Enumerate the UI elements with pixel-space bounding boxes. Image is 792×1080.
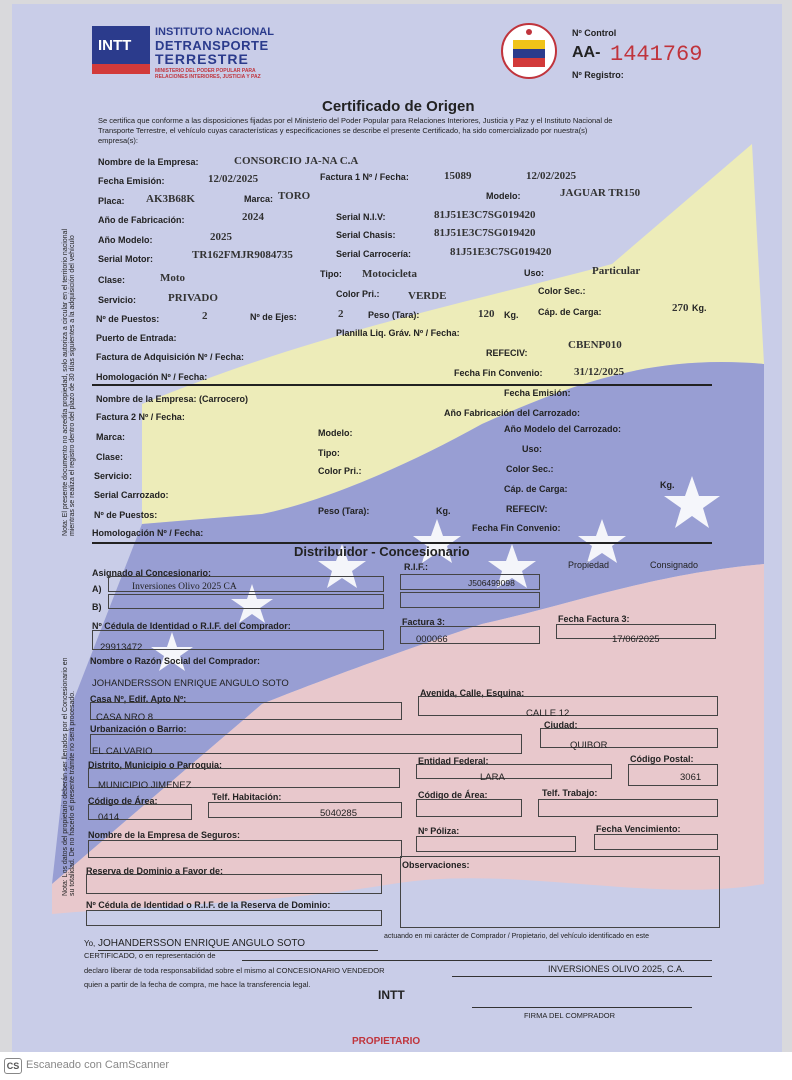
casa-label: Casa Nº, Edif. Apto Nº: bbox=[90, 694, 187, 704]
side-note-1-line2: mientras se realiza el registro dentro del plazo de 30 días siguientes a la adquisición del vehículo bbox=[69, 235, 76, 536]
entidad-value: LARA bbox=[480, 772, 505, 783]
distrito-value: MUNICIPIO JIMENEZ bbox=[98, 780, 192, 791]
side-note-2-line1: Nota: Los datos del propietario deberán ser llenados por el Concesionario en bbox=[62, 657, 69, 896]
concesionario-a-label: A) bbox=[92, 584, 102, 594]
ministry-line1: MINISTERIO DEL PODER POPULAR PARA bbox=[155, 68, 256, 74]
control-prefix: AA- bbox=[572, 44, 601, 61]
uso-value: Particular bbox=[592, 265, 641, 277]
institute-name-line1: INSTITUTO NACIONAL bbox=[155, 26, 274, 38]
serial-motor-label: Serial Motor: bbox=[98, 254, 154, 264]
telf-hab-label: Telf. Habitación: bbox=[212, 792, 282, 802]
seguros-label: Nombre de la Empresa de Seguros: bbox=[88, 830, 241, 840]
area-value: 0414 bbox=[98, 812, 120, 823]
carrocero-uso-label: Uso: bbox=[522, 444, 542, 454]
carrocero-clase-label: Clase: bbox=[96, 452, 124, 462]
logo-text: INTT bbox=[98, 37, 132, 54]
urbanizacion-field[interactable] bbox=[90, 734, 522, 754]
concesionario-b-label: B) bbox=[92, 602, 102, 612]
registro-label: Nº Registro: bbox=[572, 70, 624, 80]
urbanizacion-label: Urbanización o Barrio: bbox=[90, 724, 187, 734]
carrocero-servicio-label: Servicio: bbox=[94, 471, 133, 481]
ministry-line2: RELACIONES INTERIORES, JUSTICIA Y PAZ bbox=[155, 74, 261, 80]
representacion-underline bbox=[242, 960, 712, 961]
institute-name-line2: DETRANSPORTE bbox=[155, 38, 269, 53]
fecha-fin-label: Fecha Fin Convenio: bbox=[454, 368, 543, 378]
fecha-emision-label: Fecha Emisión: bbox=[98, 176, 165, 186]
carrocero-color-sec-label: Color Sec.: bbox=[506, 464, 554, 474]
fecha-fin-value: 31/12/2025 bbox=[574, 366, 625, 378]
marca-label: Marca: bbox=[244, 194, 274, 204]
anio-modelo-label: Año Modelo: bbox=[98, 235, 153, 245]
distribuidor-title: Distribuidor - Concesionario bbox=[294, 544, 470, 559]
serial-niv-label: Serial N.I.V: bbox=[336, 212, 386, 222]
ciudad-field[interactable] bbox=[540, 728, 718, 748]
refeciv-value: CBENP010 bbox=[568, 339, 622, 351]
carrocero-anio-fab-label: Año Fabricación del Carrozado: bbox=[444, 408, 581, 418]
peso-unit: Kg. bbox=[504, 310, 519, 320]
modelo-value: JAGUAR TR150 bbox=[560, 187, 641, 199]
postal-value: 3061 bbox=[680, 772, 702, 783]
puestos-value: 2 bbox=[202, 310, 208, 322]
firma-label: FIRMA DEL COMPRADOR bbox=[524, 1011, 615, 1020]
carrocero-tipo-label: Tipo: bbox=[318, 448, 340, 458]
distrito-label: Distrito, Municipio o Parroquia: bbox=[88, 760, 223, 770]
servicio-label: Servicio: bbox=[98, 295, 137, 305]
carrocero-peso-unit: Kg. bbox=[436, 506, 451, 516]
fecha-factura3-label: Fecha Factura 3: bbox=[558, 614, 630, 624]
certificate-document bbox=[12, 4, 782, 1052]
intt-footer-text: INTT bbox=[378, 988, 405, 1002]
color-pri-label: Color Pri.: bbox=[336, 289, 380, 299]
venezuela-seal bbox=[498, 22, 560, 80]
uso-label: Uso: bbox=[524, 268, 544, 278]
cedula-reserva-label: Nº Cédula de Identidad o R.I.F. de la Reserva de Dominio: bbox=[86, 900, 331, 910]
actuando-text: actuando en mi carácter de Comprador / Propietario, del vehículo identificado en este bbox=[384, 933, 649, 940]
color-sec-label: Color Sec.: bbox=[538, 286, 586, 296]
tipo-label: Tipo: bbox=[320, 269, 342, 279]
intt-logo bbox=[92, 26, 150, 78]
avenida-label: Avenida, Calle, Esquina: bbox=[420, 688, 525, 698]
camscanner-logo: CS bbox=[4, 1058, 22, 1074]
color-pri-value: VERDE bbox=[408, 290, 447, 302]
carrocero-serial-label: Serial Carrozado: bbox=[94, 490, 169, 500]
telf-hab-field[interactable] bbox=[208, 802, 402, 818]
vencimiento-field[interactable] bbox=[594, 834, 718, 850]
tipo-value: Motocicleta bbox=[362, 268, 417, 280]
cedula-reserva-field[interactable] bbox=[86, 910, 382, 926]
carrocero-marca-label: Marca: bbox=[96, 432, 126, 442]
propietario-label: PROPIETARIO bbox=[352, 1036, 421, 1047]
control-number: 1441769 bbox=[610, 42, 703, 67]
yo-label: Yo, bbox=[84, 939, 96, 948]
placa-label: Placa: bbox=[98, 196, 125, 206]
avenida-value: CALLE 12 bbox=[526, 708, 570, 719]
telf-trab-field[interactable] bbox=[538, 799, 718, 817]
side-note-1 bbox=[62, 229, 76, 536]
scanner-footer bbox=[0, 1052, 792, 1080]
carga-label: Cáp. de Carga: bbox=[538, 307, 602, 317]
yo-name: JOHANDERSSON ENRIQUE ANGULO SOTO bbox=[98, 938, 306, 949]
fecha-emision-value: 12/02/2025 bbox=[208, 173, 259, 185]
fecha-factura3-value: 17/06/2025 bbox=[612, 634, 660, 645]
casa-value: CASA NRO 8 bbox=[96, 712, 154, 723]
declaracion-line4: quien a partir de la fecha de compra, me hace la transferencia legal. bbox=[84, 980, 311, 989]
anio-fab-label: Año de Fabricación: bbox=[98, 215, 185, 225]
reserva-label: Reserva de Dominio a Favor de: bbox=[86, 866, 224, 876]
marca-value: TORO bbox=[278, 190, 311, 202]
area2-field[interactable] bbox=[416, 799, 522, 817]
factura1-fecha: 12/02/2025 bbox=[526, 170, 577, 182]
factura1-num: 15089 bbox=[444, 170, 472, 182]
carrocero-homologacion-label: Homologación Nº / Fecha: bbox=[92, 528, 204, 538]
institute-name-line3: TERRESTRE bbox=[155, 51, 249, 67]
modelo-label: Modelo: bbox=[486, 191, 521, 201]
vencimiento-label: Fecha Vencimiento: bbox=[596, 824, 681, 834]
entidad-label: Entidad Federal: bbox=[418, 756, 489, 766]
carrocero-fecha-emision-label: Fecha Emisión: bbox=[504, 388, 571, 398]
side-note-2 bbox=[62, 657, 76, 896]
factura3-label: Factura 3: bbox=[402, 617, 446, 627]
declaracion-line2: CERTIFICADO, o en representación de bbox=[84, 951, 216, 960]
intro-line-3: empresa(s): bbox=[98, 136, 139, 145]
carrocero-empresa-label: Nombre de la Empresa: (Carrocero) bbox=[96, 394, 249, 404]
carrocero-color-pri-label: Color Pri.: bbox=[318, 466, 362, 476]
factura3-value: 000066 bbox=[416, 634, 448, 645]
carrocero-carga-unit: Kg. bbox=[660, 480, 675, 490]
empresa-label: Nombre de la Empresa: bbox=[98, 157, 199, 167]
factura2-label: Factura 2 Nº / Fecha: bbox=[96, 412, 185, 422]
side-note-1-line1: Nota: El presente documento no acredita propiedad, solo autoriza a circular en el territorio nacional bbox=[62, 228, 69, 536]
concesionario-a-value: Inversiones Olivo 2025 CA bbox=[132, 582, 237, 592]
clase-value: Moto bbox=[160, 272, 186, 284]
firma-line bbox=[472, 1007, 692, 1008]
vendedor-underline bbox=[452, 976, 712, 977]
empresa-value: CONSORCIO JA-NA C.A bbox=[234, 155, 359, 167]
carrocero-fecha-fin-label: Fecha Fin Convenio: bbox=[472, 523, 561, 533]
servicio-value: PRIVADO bbox=[168, 292, 218, 304]
ejes-label: Nº de Ejes: bbox=[250, 312, 297, 322]
postal-label: Código Postal: bbox=[630, 754, 694, 764]
consignado-label: Consignado bbox=[650, 560, 699, 570]
concesionario-a-rif-value: J506499098 bbox=[468, 578, 515, 588]
area-label: Código de Área: bbox=[88, 796, 158, 806]
intro-line-1: Se certifica que conforme a las disposiciones fijadas por el Ministerio del Poder Popular para Relaciones Interiores, Justicia y Paz y el Instituto Nacional de bbox=[98, 116, 613, 125]
section-divider-1 bbox=[92, 384, 712, 386]
carrocero-carga-label: Cáp. de Carga: bbox=[504, 484, 568, 494]
planilla-label: Planilla Liq. Gráv. Nº / Fecha: bbox=[336, 328, 460, 338]
observaciones-label: Observaciones: bbox=[402, 860, 470, 870]
factura-adq-label: Factura de Adquisición Nº / Fecha: bbox=[96, 352, 244, 362]
carga-unit: Kg. bbox=[692, 303, 707, 313]
puerto-label: Puerto de Entrada: bbox=[96, 333, 177, 343]
puestos-label: Nº de Puestos: bbox=[96, 314, 160, 324]
propiedad-label: Propiedad bbox=[568, 560, 610, 570]
ciudad-value: QUIBOR bbox=[570, 740, 608, 751]
carrocero-modelo-label: Modelo: bbox=[318, 428, 353, 438]
seguros-field[interactable] bbox=[88, 840, 402, 858]
certificate-title: Certificado de Origen bbox=[322, 98, 475, 115]
postal-field[interactable] bbox=[628, 764, 718, 786]
nombre-comprador-label: Nombre o Razón Social del Comprador: bbox=[90, 656, 261, 666]
ciudad-label: Ciudad: bbox=[544, 720, 578, 730]
serial-motor-value: TR162FMJR9084735 bbox=[192, 249, 293, 261]
serial-carroceria-value: 81J51E3C7SG019420 bbox=[450, 246, 552, 258]
urbanizacion-value: EL CALVARIO bbox=[92, 746, 153, 757]
poliza-label: Nº Póliza: bbox=[418, 826, 460, 836]
entidad-field[interactable] bbox=[416, 764, 612, 779]
homologacion-label: Homologación Nº / Fecha: bbox=[96, 372, 208, 382]
peso-value: 120 bbox=[478, 308, 495, 320]
asignado-label: Asignado al Concesionario: bbox=[92, 568, 212, 578]
concesionario-b-rif-field[interactable] bbox=[400, 592, 540, 608]
observaciones-field[interactable] bbox=[400, 856, 720, 928]
carrocero-refeciv-label: REFECIV: bbox=[506, 504, 548, 514]
serial-chasis-label: Serial Chasis: bbox=[336, 230, 396, 240]
concesionario-b-field[interactable] bbox=[108, 594, 384, 609]
anio-modelo-value: 2025 bbox=[210, 231, 232, 243]
area2-label: Código de Área: bbox=[418, 790, 488, 800]
serial-carroceria-label: Serial Carrocería: bbox=[336, 249, 412, 259]
poliza-field[interactable] bbox=[416, 836, 576, 852]
serial-chasis-value: 81J51E3C7SG019420 bbox=[434, 227, 536, 239]
telf-hab-value: 5040285 bbox=[320, 808, 357, 819]
serial-niv-value: 81J51E3C7SG019420 bbox=[434, 209, 536, 221]
carga-value: 270 bbox=[672, 302, 689, 314]
factura1-label: Factura 1 Nº / Fecha: bbox=[320, 172, 409, 182]
rif-label: R.I.F.: bbox=[404, 562, 428, 572]
refeciv-label: REFECIV: bbox=[486, 348, 528, 358]
peso-label: Peso (Tara): bbox=[368, 310, 420, 320]
telf-trab-label: Telf. Trabajo: bbox=[542, 788, 598, 798]
placa-value: AK3B68K bbox=[146, 193, 195, 205]
carrocero-puestos-label: Nº de Puestos: bbox=[94, 510, 158, 520]
vendedor-name: INVERSIONES OLIVO 2025, C.A. bbox=[548, 964, 685, 974]
carrocero-peso-label: Peso (Tara): bbox=[318, 506, 370, 516]
anio-fab-value: 2024 bbox=[242, 211, 264, 223]
control-label: Nº Control bbox=[572, 28, 617, 38]
cedula-comprador-value: 29913472 bbox=[100, 642, 143, 653]
intro-line-2: Transporte Terrestre, el vehículo cuyas características y especificaciones se describe el presente Certificado, ha sido comercializado por nuestra(s) bbox=[98, 126, 588, 135]
cedula-comprador-label: Nº Cédula de Identidad o R.I.F. del Comprador: bbox=[92, 621, 291, 631]
carrocero-anio-modelo-label: Año Modelo del Carrozado: bbox=[504, 424, 621, 434]
clase-label: Clase: bbox=[98, 275, 126, 285]
nombre-comprador-value: JOHANDERSSON ENRIQUE ANGULO SOTO bbox=[92, 678, 289, 689]
reserva-field[interactable] bbox=[86, 874, 382, 894]
ejes-value: 2 bbox=[338, 308, 344, 320]
camscanner-text: Escaneado con CamScanner bbox=[26, 1059, 170, 1071]
declaracion-line3: declaro liberar de toda responsabilidad sobre el mismo al CONCESIONARIO VENDEDOR bbox=[84, 966, 385, 975]
side-note-2-line2: su totalidad. De no hacerlo el presente trámite no será procesado. bbox=[69, 690, 76, 896]
